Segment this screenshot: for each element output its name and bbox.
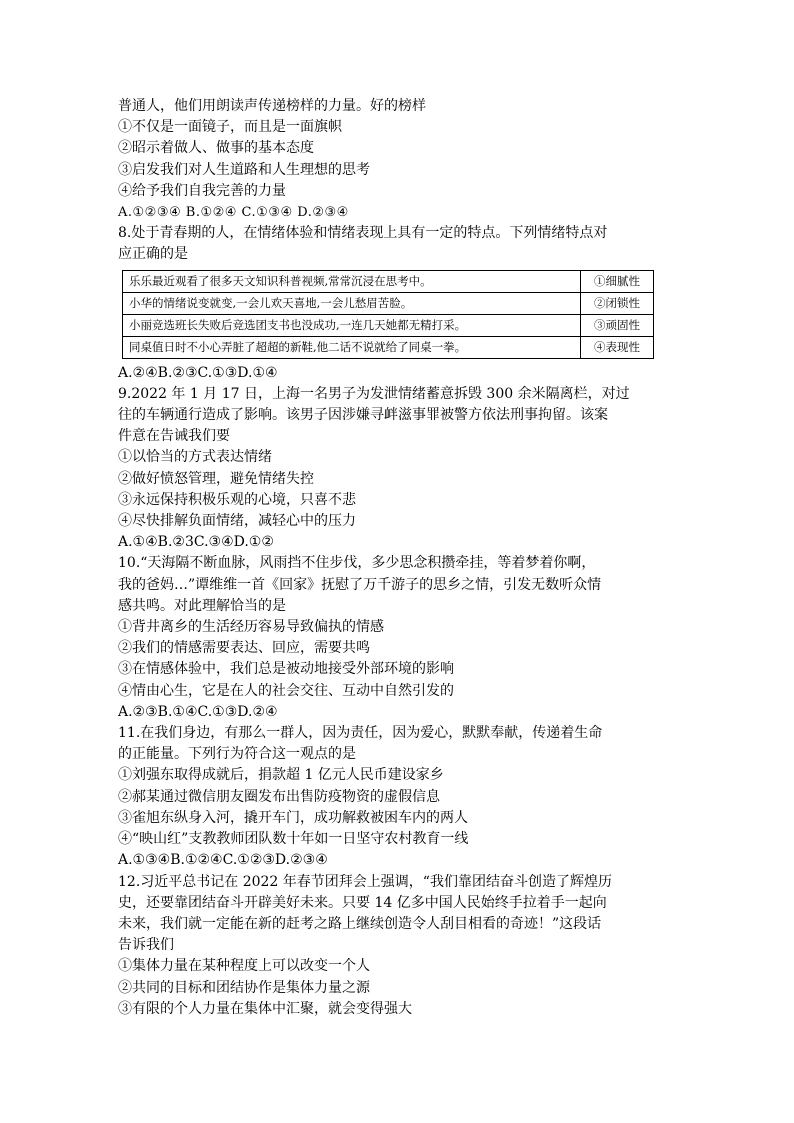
q9-answer-choices: A.①④B.②3C.③④D.①② [118, 534, 274, 551]
q9-stem-line: 9.2022 年 1 月 17 日，上海一名男子为发泄情绪蓄意拆毁 300 余米隔离栏，对过 [118, 385, 630, 402]
table-row [123, 336, 654, 358]
table-cell-text: 小丽竞选班长失败后竞选团支书也没成功,一连几天她都无精打采。 [123, 314, 581, 336]
q11-option: ①刘强东取得成就后，捐款超 1 亿元人民币建设家乡 [118, 767, 444, 784]
q10-stem-line: 我的爸妈…”谭维维一首《回家》抚慰了万千游子的思乡之情，引发无数听众情 [118, 576, 602, 593]
table-cell-text: 乐乐最近观看了很多天文知识科普视频,常常沉浸在思考中。 [123, 270, 581, 292]
table-cell-trait: ②闭锁性 [581, 292, 654, 314]
table-row [123, 270, 654, 292]
q11-answer-choices: A.①③④B.①②④C.①②③D.②③④ [118, 852, 328, 869]
q10-option: ③在情感体验中，我们总是被动地接受外部环境的影响 [118, 661, 454, 678]
q10-stem-line: 10.“天海隔不断血脉，风雨挡不住步伐，多少思念积攒牵挂，等着梦着你啊， [118, 555, 596, 572]
q10-option: ①背井离乡的生活经历容易导致偏执的情感 [118, 619, 384, 636]
q9-option: ③永远保持积极乐观的心境，只喜不悲 [118, 491, 356, 508]
q7-intro-line: 普通人，他们用朗读声传递榜样的力量。好的榜样 [118, 98, 426, 114]
q11-option: ④“映山红”支教教师团队数十年如一日坚守农村教育一线 [118, 831, 469, 848]
q8-emotion-table [122, 270, 654, 359]
table-row [123, 314, 654, 336]
q7-option: ③启发我们对人生道路和人生理想的思考 [118, 161, 370, 178]
q9-stem-line: 件意在告诫我们要 [118, 428, 230, 445]
exam-page [118, 96, 678, 1020]
q7-option: ④给予我们自我完善的力量 [118, 182, 286, 199]
q8-stem-line: 8.处于青春期的人，在情绪体验和情绪表现上具有一定的特点。下列情绪特点对 [118, 225, 608, 242]
table-cell-text: 同桌值日时不小心弄脏了超超的新鞋,他二话不说就给了同桌一拳。 [123, 336, 581, 358]
q12-stem-line: 告诉我们 [118, 937, 174, 954]
q9-option: ②做好愤怒管理，避免情绪失控 [118, 470, 314, 487]
table-cell-trait: ③顽固性 [581, 314, 654, 336]
q11-stem-line: 的正能量。下列行为符合这一观点的是 [118, 746, 356, 763]
q10-stem-line: 感共鸣。对此理解恰当的是 [118, 597, 286, 614]
q11-stem-line: 11.在我们身边，有那么一群人，因为责任，因为爱心，默默奉献，传递着生命 [118, 725, 603, 742]
q10-answer-choices: A.②③B.①④C.①③D.②④ [118, 703, 278, 720]
q10-option: ②我们的情感需要表达、回应，需要共鸣 [118, 640, 370, 657]
q11-option: ②郝某通过微信朋友圈发布出售防疫物资的虚假信息 [118, 788, 440, 805]
q9-option: ④尽快排解负面情绪，减轻心中的压力 [118, 513, 356, 530]
q12-stem-line: 12.习近平总书记在 2022 年春节团拜会上强调，“我们靠团结奋斗创造了辉煌历 [118, 873, 612, 890]
q12-stem-line: 未来，我们就一定能在新的赶考之路上继续创造令人刮目相看的奇迹！”这段话 [118, 915, 602, 932]
q8-answer-choices: A.②④B.②③C.①③D.①④ [118, 364, 278, 381]
q7-option: ①不仅是一面镜子，而且是一面旗帜 [118, 119, 342, 136]
q12-option: ③有限的个人力量在集体中汇聚，就会变得强大 [118, 1000, 412, 1017]
q7-option: ②昭示着做人、做事的基本态度 [118, 140, 314, 157]
q11-option: ③雀旭东纵身入河，撬开车门，成功解救被困车内的两人 [118, 809, 468, 826]
q10-option: ④情由心生，它是在人的社会交往、互动中自然引发的 [118, 682, 454, 699]
q9-option: ①以恰当的方式表达情绪 [118, 449, 272, 466]
q12-option: ①集体力量在某种程度上可以改变一个人 [118, 958, 370, 975]
q9-stem-line: 往的车辆通行造成了影响。该男子因涉嫌寻衅滋事罪被警方依法刑事拘留。该案 [118, 407, 608, 424]
table-row [123, 292, 654, 314]
q7-answer-choices: A.①②③④ B.①②④ C.①③④ D.②③④ [118, 205, 349, 221]
table-cell-trait: ①细腻性 [581, 270, 654, 292]
q12-stem-line: 史，还要靠团结奋斗开辟美好未来。只要 14 亿多中国人民始终手拉着手一起向 [118, 894, 607, 911]
q8-stem-line: 应正确的是 [118, 246, 188, 263]
table-cell-text: 小华的情绪说变就变,一会儿欢天喜地,一会儿愁眉苦脸。 [123, 292, 581, 314]
q12-option: ②共同的目标和团结协作是集体力量之源 [118, 979, 370, 996]
table-cell-trait: ④表现性 [581, 336, 654, 358]
